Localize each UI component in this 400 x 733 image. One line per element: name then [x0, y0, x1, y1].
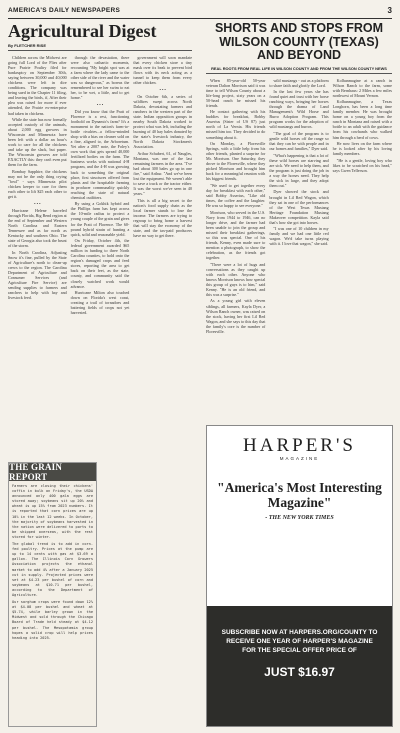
paragraph: "What's happening is that a lot of these wild horses are starving and are sick. We need to help them, and the program is just doing the job in a way the horses need. They help the sick in large, and they adopt them out."	[269, 152, 329, 188]
paragraph: This is all a big secret to the nation's food supply chain as the local farmer stands to lose the income. The farmers are trying to regroup to bring home a harvest that will stay the economy of the state, and the tax-paid producers have no way to get there.	[133, 197, 193, 239]
article-columns	[8, 55, 192, 317]
paragraph: On Monday, a Floresville Springs, with a little help from his other friends, planted a surprise for Mr. Morrison. One Saturday, they drove to the Floresville, where they picked Morrison and brought him back for a meaningful reunion with his biggest friends.	[206, 141, 266, 182]
paragraph: On Friday, October 4th, the federal government awarded $65 million in funding to three North Carolina counties, to hold onto the region's damaged crops and feed stores, reporting the area to get back on their feet, as the state, county, and community said the closely watched work would advance.	[70, 238, 130, 289]
paragraph: He contact gathering with his buddies for breakfast, Bobby Asserius (Sister of US 87) just north of La Vernia. His friends missed him too. They decided to do something about it.	[206, 109, 266, 140]
agricultural-digest-section	[8, 21, 192, 317]
paragraph: "We used to get together every day for breakfast with each other," said Bobby Asserius, "Like old times, the coffee and the laughter. He was so happy to see everyone."	[206, 182, 266, 209]
paragraph: As a young girl with eleven siblings, all farmers, Kayla Dyer, a Wilson Ranch owner, was raised on the stock, having her first Lil Red Wagon, and she says to this day that the family's core is the number of Floresville.	[206, 298, 266, 334]
paragraph: In the last few years she has found quiet and trust with her horse ranching ways, bringing her horses through the drama of Land Management's Wild Horse and Burro Adoption Program. This program works for the adoption of wild mustangs and burros.	[269, 89, 329, 130]
article-column-3	[333, 78, 392, 336]
paragraph: "He is a gentle, loving boy who likes to be scratched on his head," says Gwen Tellerson.	[332, 157, 392, 173]
shorts-kicker: REAL ROOTS FROM REAL LIFE IN WILSON COUNTY AND FROM THE WILSON COUNTY NEWS	[206, 66, 392, 74]
article-column-2	[269, 78, 328, 336]
shorts-headline: SHORTS AND STOPS FROM WILSON COUNTY (TEXAS) AND BEYOND	[214, 21, 384, 62]
paragraph: The global trend is to add in corn-fed poultry. Prices at the pump are up to 14 cents with gas at $3.69 a gallon. The Illinois Corn Growers Association projects the ethanol market to add 4% after a January 2025 cut in supply. Projected prices were set at $4.23 per bushel of corn and soybeans at $10.71 per bushel, according to the Department of Agriculture.	[12, 542, 93, 597]
paragraph: Our sorghum crops were found down 12% at $4.08 per bushel and wheat at $5.74, while barley grown in the Midwest and sold through the Chicago Board of Trade held steady at $4.12 per bushel. The Mesopotamia group hopes a solid crop will help prices heading into 2025.	[12, 600, 93, 640]
paragraph: In North Carolina, Adjusting Snow it's fine, pulled by the State of Agriculture's north to clean-up crews to the region. The Carolina Department of Agriculture and Consumer Services (and Agriculture Fire Service) are sending supplies to farmers and ranchers to help with hay and livestock feed.	[8, 249, 67, 301]
paragraph: "There were a lot of hugs and conversations as they caught up with each other. Anyone who knows Morrison knows how special this group of guys is to him," said Kenny. "He is an old friend, and this was a surprise."	[206, 261, 266, 297]
article-column-3	[133, 55, 192, 317]
paragraph: While the state has now formally accepted custody of the animals, about 2,000 egg growers in Wisconsin and Minnesota have been left with a dollar an hour's work to care for all the chickens and take up the slack, but paper. The Wisconsin growers are told EXACTLY this: they can't even put them for the farm.	[8, 117, 67, 168]
paragraph: He now lives on the farm where he is looked after by his loving family members.	[332, 141, 392, 157]
paragraph: Hurricane Milton also touched down on Florida's west coast, creating a trail of tornadoes and battering fields of crops not yet harvested.	[70, 290, 130, 316]
magazine-label: MAGAZINE	[279, 456, 320, 461]
paragraph: Farmers are closing their chickens' coffin in bulk on Friday's, the USDA announced only 400 gala eggs are stored away; soybeans sit up 20% and wheat is up 15% from 2023 numbers. It is reported that corn prices are up 10% in the last 12 weeks. In October, the majority of soybeans harvested in the nation were delivered to ports to be shipped overseas, with the rest stored for winter.	[12, 484, 93, 539]
article-column-2	[71, 55, 130, 317]
paragraph: Kolhanmagine, a Texas Longhorn, has been a long time family member. He was brought home on a young boy from the ranch in Montana and raised with a bottle to an adult with the guidance from his cowhands who walked him through a herd of cows.	[332, 99, 392, 140]
subscription-offer[interactable]	[207, 606, 392, 726]
paragraph: Dyer showed the stock and brought in Lil Red Wagon, which they sat in one of the performances of the West Texas Mustang Heritage Foundation Mustang Makeover competition. Kayla said that's how she got into horses.	[269, 189, 329, 225]
running-head	[8, 6, 392, 19]
page-number: 3	[387, 6, 392, 15]
ad-attribution: - THE NEW YORK TIMES	[265, 515, 334, 521]
paragraph: wild mustangs - out as a platform to share faith and glorify the Lord.	[269, 77, 329, 88]
paragraph: When 85-year-old 50-year veteran Dalton Morrison said it was time to tell Wilson County about a life-long project, sixty years on a 50-head ranch he missed his friends.	[206, 77, 266, 108]
grain-report-box	[8, 462, 97, 727]
ad-quote: "America's Most Interesting Magazine"	[217, 480, 382, 510]
paragraph: Did you know that the Pratt of Florence is a rest, functioning foothold on Dynamic's farm? It's a monument to the nation's farm-to-bottle rivalries...a fellow-minded shop with a bias on cleaner sold on a fine, aligned to, the Arboretum. Yet after a 2007 note, the Foley's own work that gets spread 40,000 fertilized bodies on the farm. The business works with national 4-H program, and the 4-H was growing back to something the original place, first structures offered from plants and the hospitable farming in producer communality quickly reaching the state of natural chemical outfitters.	[70, 108, 130, 200]
paragraph: through the devastation, there were also cathartic moments, recounting "My bright spot was at a farm where the lady came to the other side of the river and the water was so dangerous," as boreas the remembered to see her swim to eat her, to be wet, a little, and to get home."	[70, 55, 130, 101]
shorts-section	[206, 21, 392, 335]
paragraph: By using a Gokhik hybrid and the Phillips farm has kept across the 10-mile radius to protect a young couple of the grain and gives for the Pratt of Florence. The 60-pound hybrid strain of hunting a quick, solid and reasonable yield.	[70, 201, 130, 237]
paragraph: Children across the Midwest are going full Lord of the Flies after Pure Prairie Poultry filed for bankruptcy on September 30th, saying between 30,000 and 40,000 chickens were left in dire conditions. The company was being sued in the Chapter 11 filing, and leaving the birds, if, After their plea was raised for more if ever attended, the Prairie ex-enterprise had taken in chickens.	[8, 55, 67, 116]
newspaper-name: AMERICA'S DAILY NEWSPAPERS	[8, 7, 121, 14]
article-column-1	[206, 78, 265, 336]
article-columns	[206, 78, 392, 336]
paragraph: "I was one of 10 children in my family and we had one little red wagon. We'd take turns playing with it. I love that wagon," she said.	[269, 226, 329, 247]
offer-text: SUBSCRIBE NOW AT HARPERS.ORG/COUNTY TO RECEIVE ONE YEAR OF HARPER'S MAGAZINE FOR THE SPECIAL OFFER PRICE OF	[221, 629, 378, 654]
paragraph: Hurricane Helene barreled through Florida, Big Bend region at the end of September and Western North Carolina and Eastern Tennessee and as far north as Kentucky and southern Ohio. The state of Georgia also took the brunt of the storm.	[8, 207, 67, 249]
separator: • • •	[96, 101, 104, 107]
separator: • • •	[34, 200, 41, 206]
offer-price: JUST $16.97	[264, 665, 335, 679]
paragraph: On October 6th, a series of wildfires swept across North Dakota, devastating farmers and ranchers in the western part of the state. Indian opposition groups in nearby South Dakota worked to protect what was left, including the burning of 40 hay bales donated by the state's livestock industry, the North Dakota Stockmen's Association.	[133, 93, 193, 150]
grain-report-body	[9, 481, 96, 646]
paragraph: "The goal of the program is to gentle wild horses off the range so that they can be with people and in our homes and families," Dyer said.	[269, 130, 329, 152]
paragraph: Kolhanmagine at a ranch in Wilson Ranch to the farm, some with Bernhaus: 2 Miles a few miles northwest of Mount Vernon.	[332, 77, 392, 98]
paragraph: Morrison, who served in the U.S. Navy from 1944 to 1946, can no longer drive, and the farmer had been unable to join the group and missed their breakfast gatherings, so this was special. One of his friends, Kenny, even made sure to mention a photograph, to show the celebration, as the friends got together.	[206, 209, 266, 261]
paragraph: Bombay Sapphire, the chickens may not be the only thing crying "fowl" - says Minnesota pilot chicken keeper to care for them each other to lift $25 each other to get it.	[8, 169, 67, 200]
article-column-1	[8, 55, 67, 317]
section-heading: Agricultural Digest	[8, 21, 157, 41]
harpers-advertisement[interactable]	[206, 425, 393, 727]
grain-report-heading: THE GRAIN REPORT	[9, 463, 96, 481]
paragraph: Arthur Schubert, 61, of Naugles, Montana, was one of the last remaining farmers in the area. "I've had about 300 bales go up in one fire," said Arthur. "And we've been lost the equipment. We weren't able to save a truck or the tractor either. It was the worst we've seen in 40 years."	[133, 150, 193, 197]
harpers-logo: HARPER'S	[243, 435, 356, 456]
separator: • • •	[159, 86, 166, 92]
paragraph: government will soon mandate that every chicken store a tiny mask over its beak to prevent bird flows with its neck acting as a tunnel to keep them from every other chicken.	[133, 55, 193, 86]
byline: By FLETCHER RISE	[8, 43, 192, 51]
